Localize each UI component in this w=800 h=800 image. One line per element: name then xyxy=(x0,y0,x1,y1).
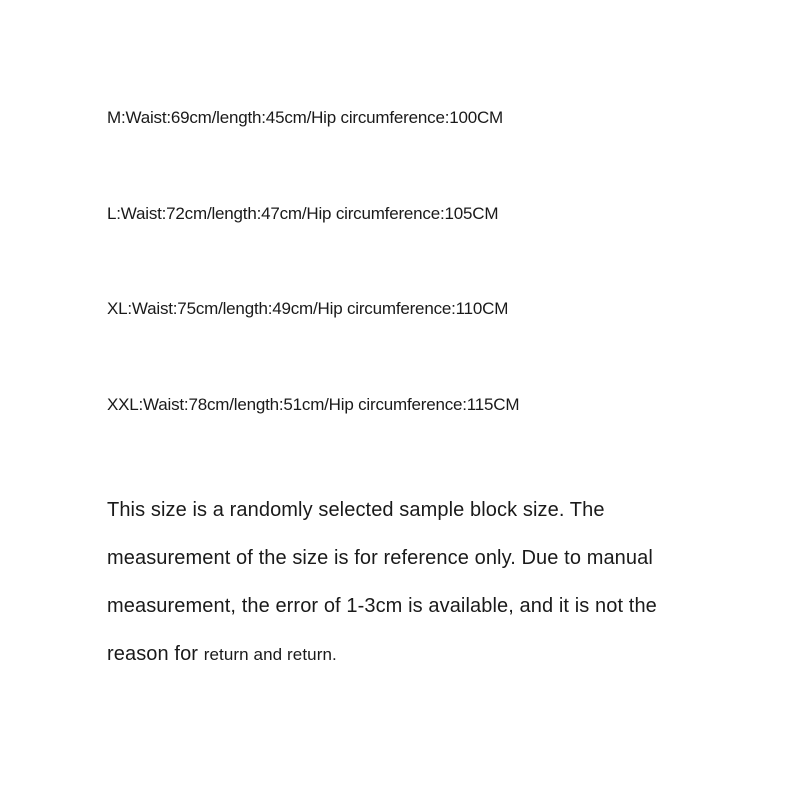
disclaimer-line-4 xyxy=(107,630,747,679)
size-xxl-measurements: XXL:Waist:78cm/length:51cm/Hip circumference:115CM xyxy=(107,395,520,414)
disclaimer-line-3: measurement, the error of 1-3cm is available, and it is not the xyxy=(107,595,657,617)
disclaimer-line-2: measurement of the size is for reference only. Due to manual xyxy=(107,547,653,569)
size-l-measurements: L:Waist:72cm/length:47cm/Hip circumference:105CM xyxy=(107,204,499,223)
disclaimer-line-1: This size is a randomly selected sample block size. The xyxy=(107,499,605,521)
measurement-disclaimer xyxy=(107,486,747,679)
disclaimer-line-4-start: reason for xyxy=(107,643,204,665)
disclaimer-line-4-end: return and return. xyxy=(203,645,337,664)
size-xl-measurements: XL:Waist:75cm/length:49cm/Hip circumference:110CM xyxy=(107,299,509,318)
size-m-measurements: M:Waist:69cm/length:45cm/Hip circumference:100CM xyxy=(107,108,504,127)
